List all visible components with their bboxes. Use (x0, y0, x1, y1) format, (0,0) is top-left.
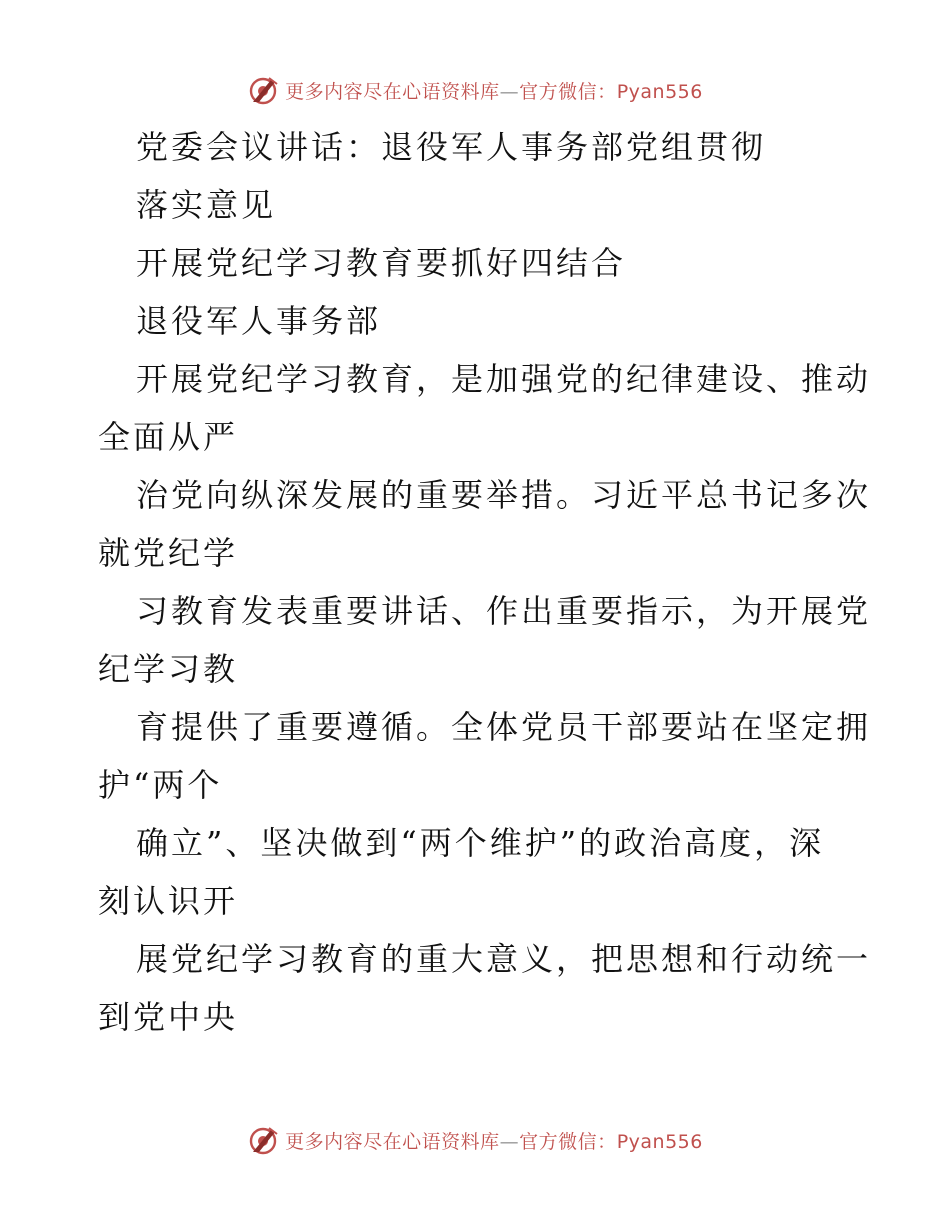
watermark-contact-label: 官方微信： (519, 80, 617, 103)
watermark-dash: — (499, 1130, 520, 1153)
paragraph-line: 治党向纵深发展的重要举措。习近平总书记多次 (136, 476, 872, 514)
quill-circle-icon (247, 74, 279, 106)
paragraph-line: 护“两个 (98, 766, 223, 804)
header-watermark (0, 70, 950, 110)
document-body (98, 118, 872, 1046)
document-title-line-2: 落实意见 (136, 186, 277, 224)
paragraph-line: 纪学习教 (98, 650, 239, 688)
document-title-line-1: 党委会议讲话：退役军人事务部党组贯彻 (136, 128, 767, 166)
quill-circle-icon (247, 1124, 279, 1156)
watermark-site-text: 更多内容尽在心语资料库 (285, 80, 500, 103)
paragraph-line: 到党中央 (98, 998, 239, 1036)
watermark-handle: Pyan556 (616, 1130, 703, 1153)
watermark-site-text: 更多内容尽在心语资料库 (285, 1130, 500, 1153)
watermark-dash: — (499, 80, 520, 103)
watermark-contact-label: 官方微信： (519, 1130, 617, 1153)
paragraph-line: 习教育发表重要讲话、作出重要指示，为开展党 (136, 592, 872, 630)
paragraph-line: 展党纪学习教育的重大意义，把思想和行动统一 (136, 940, 872, 978)
document-subtitle: 开展党纪学习教育要抓好四结合 (136, 244, 627, 282)
paragraph-line: 确立”、坚决做到“两个维护”的政治高度，深 (136, 824, 825, 862)
paragraph-line: 育提供了重要遵循。全体党员干部要站在坚定拥 (136, 708, 872, 746)
paragraph-line: 刻认识开 (98, 882, 239, 920)
footer-watermark (0, 1120, 950, 1160)
watermark-handle: Pyan556 (616, 80, 703, 103)
document-author: 退役军人事务部 (136, 302, 382, 340)
paragraph-line: 开展党纪学习教育，是加强党的纪律建设、推动 (136, 360, 872, 398)
paragraph-line: 就党纪学 (98, 534, 239, 572)
paragraph-line: 全面从严 (98, 418, 239, 456)
